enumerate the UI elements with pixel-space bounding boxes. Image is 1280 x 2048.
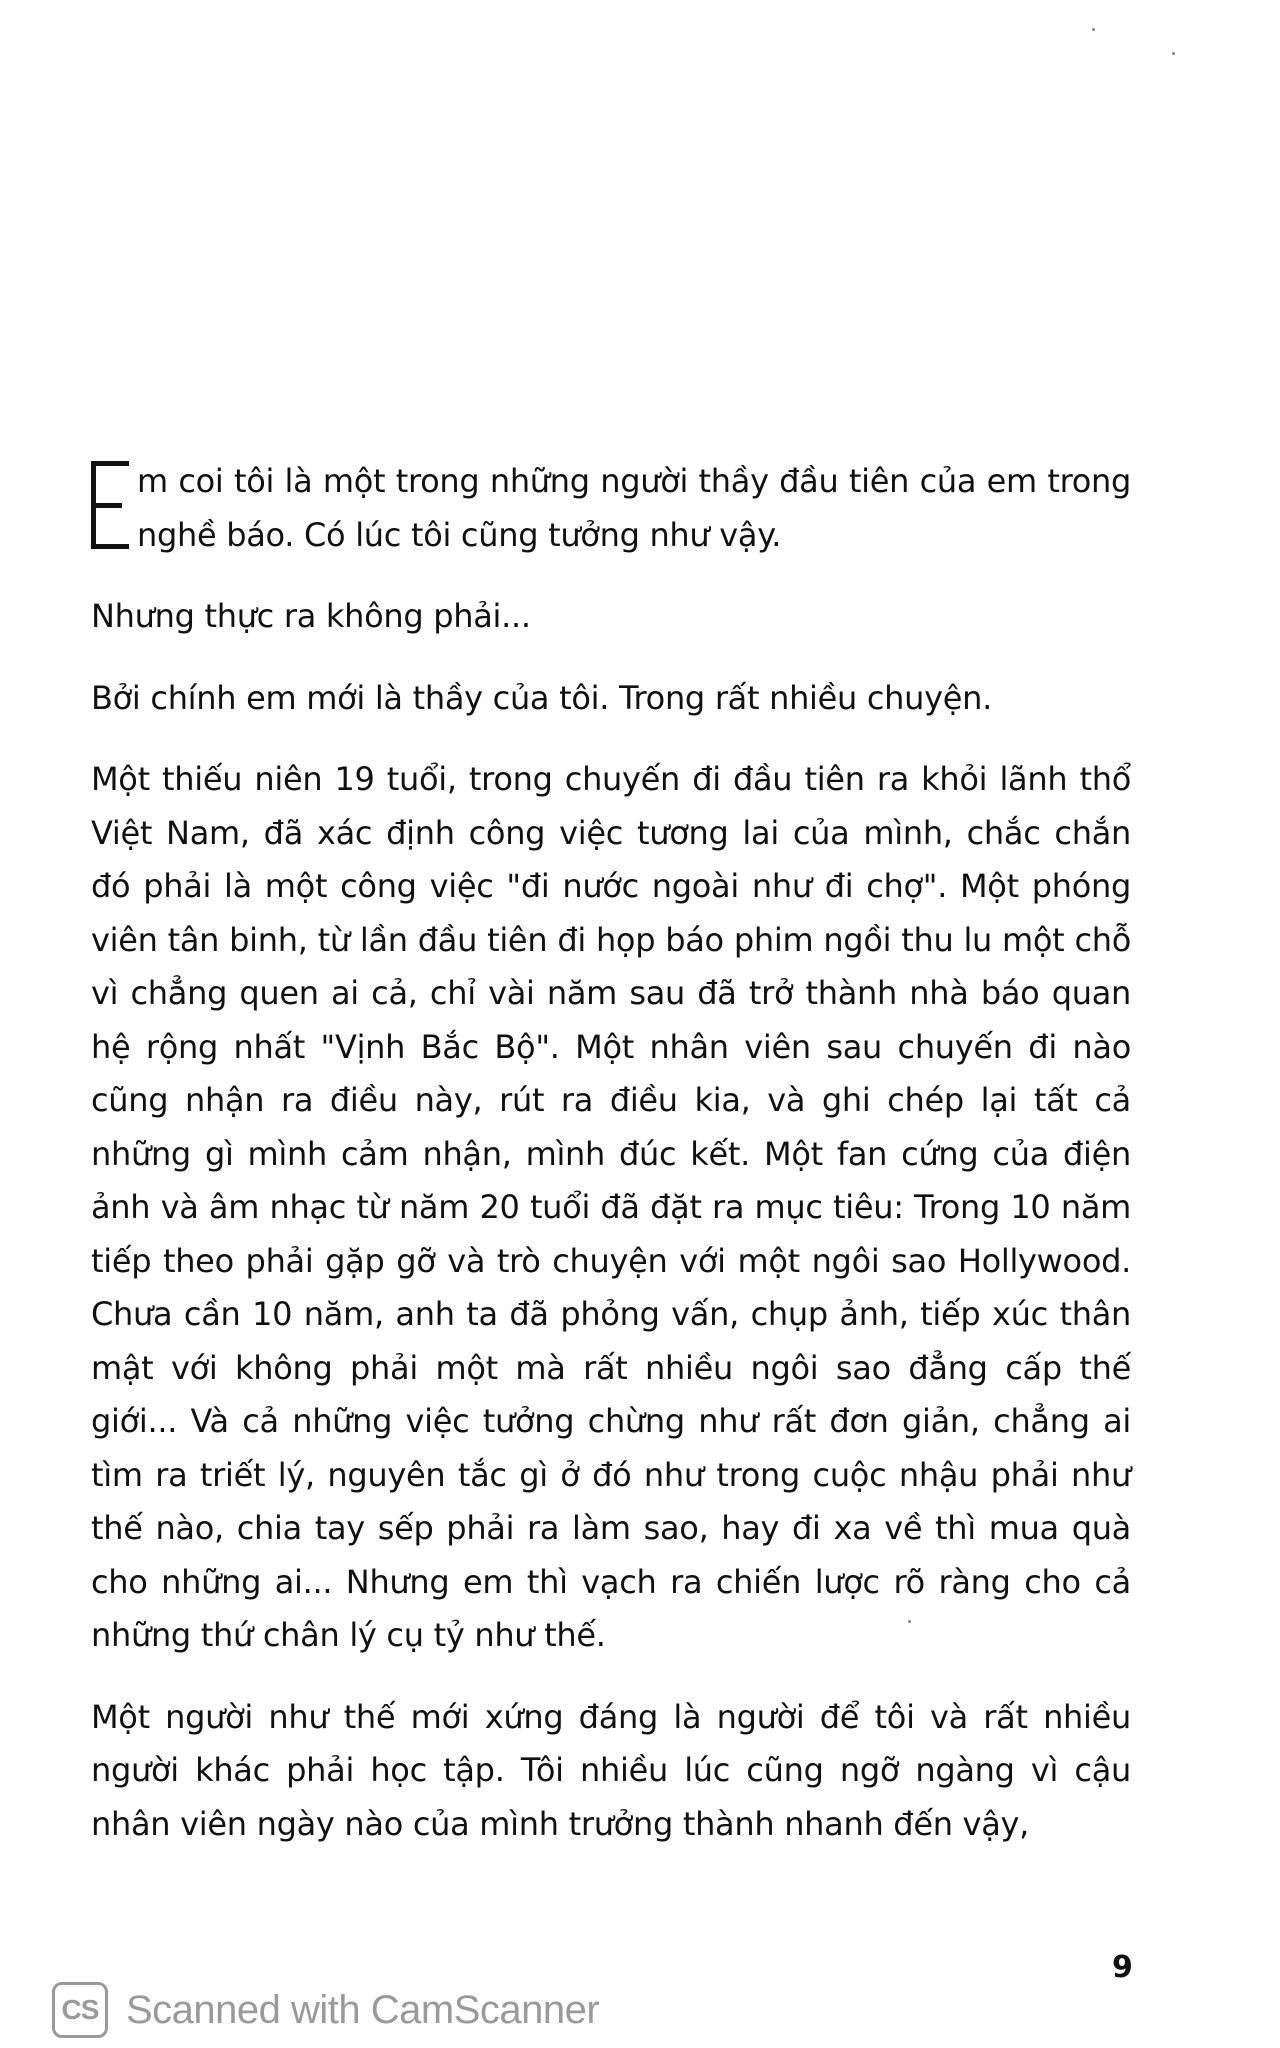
camscanner-logo-icon: CS xyxy=(52,1982,108,2038)
paragraph-5: Một người như thế mới xứng đáng là người để tôi và rất nhiều người khác phải học tập. Tôi nhiều lúc cũng ngỡ ngàng vì cậu nhân viên ngày nào của mình trưởng thành nhanh đến vậy, xyxy=(91,1697,1131,1843)
drop-cap xyxy=(91,461,129,549)
page-number: 9 xyxy=(1112,1950,1133,1985)
watermark-text: Scanned with CamScanner xyxy=(126,1987,600,2032)
scan-speck xyxy=(1092,28,1095,31)
scan-speck xyxy=(1172,52,1175,55)
paragraph-1-text: m coi tôi là một trong những người thầy đầu tiên của em trong nghề báo. Có lúc tôi cũng tưởng như vậy. xyxy=(137,462,1131,554)
body-text xyxy=(91,455,1131,1879)
paragraph-1 xyxy=(91,455,1131,562)
paragraph-4: Một thiếu niên 19 tuổi, trong chuyến đi đầu tiên ra khỏi lãnh thổ Việt Nam, đã xác định công việc tương lai của mình, chắc chắn đó phải là một công việc "đi nước ngoài như đi chợ". Một phóng viên tân binh, từ lần đầu tiên đi họp báo phim ngồi thu lu một chỗ vì chẳng quen ai cả, chỉ vài năm sau đã trở thành nhà báo quan hệ rộng nhất "Vịnh Bắc Bộ". Một nhân viên sau chuyến đi nào cũng nhận ra điều này, rút ra điều kia, và ghi chép lại tất cả những gì mình cảm nhận, mình đúc kết. Một fan cứng của điện ảnh và âm nhạc từ năm 20 tuổi đã đặt ra mục tiêu: Trong 10 năm tiếp theo phải gặp gỡ và trò chuyện với một ngôi sao Hollywood. Chưa cần 10 năm, anh ta đã phỏng vấn, chụp ảnh, tiếp xúc thân mật với không phải một mà rất nhiều ngôi sao đẳng cấp thế giới... Và cả những việc tưởng chừng như rất đơn giản, chẳng ai tìm ra triết lý, nguyên tắc gì ở đó như trong cuộc nhậu phải như thế nào, chia tay sếp phải ra làm sao, hay đi xa về thì mua quà cho những ai... Nhưng em thì vạch ra chiến lược rõ ràng cho cả những thứ chân lý cụ tỷ như thế. xyxy=(91,760,1131,1654)
paragraph-2: Nhưng thực ra không phải... xyxy=(91,597,531,635)
camscanner-watermark xyxy=(52,1982,599,2038)
paragraph-3: Bởi chính em mới là thầy của tôi. Trong rất nhiều chuyện. xyxy=(91,678,993,717)
